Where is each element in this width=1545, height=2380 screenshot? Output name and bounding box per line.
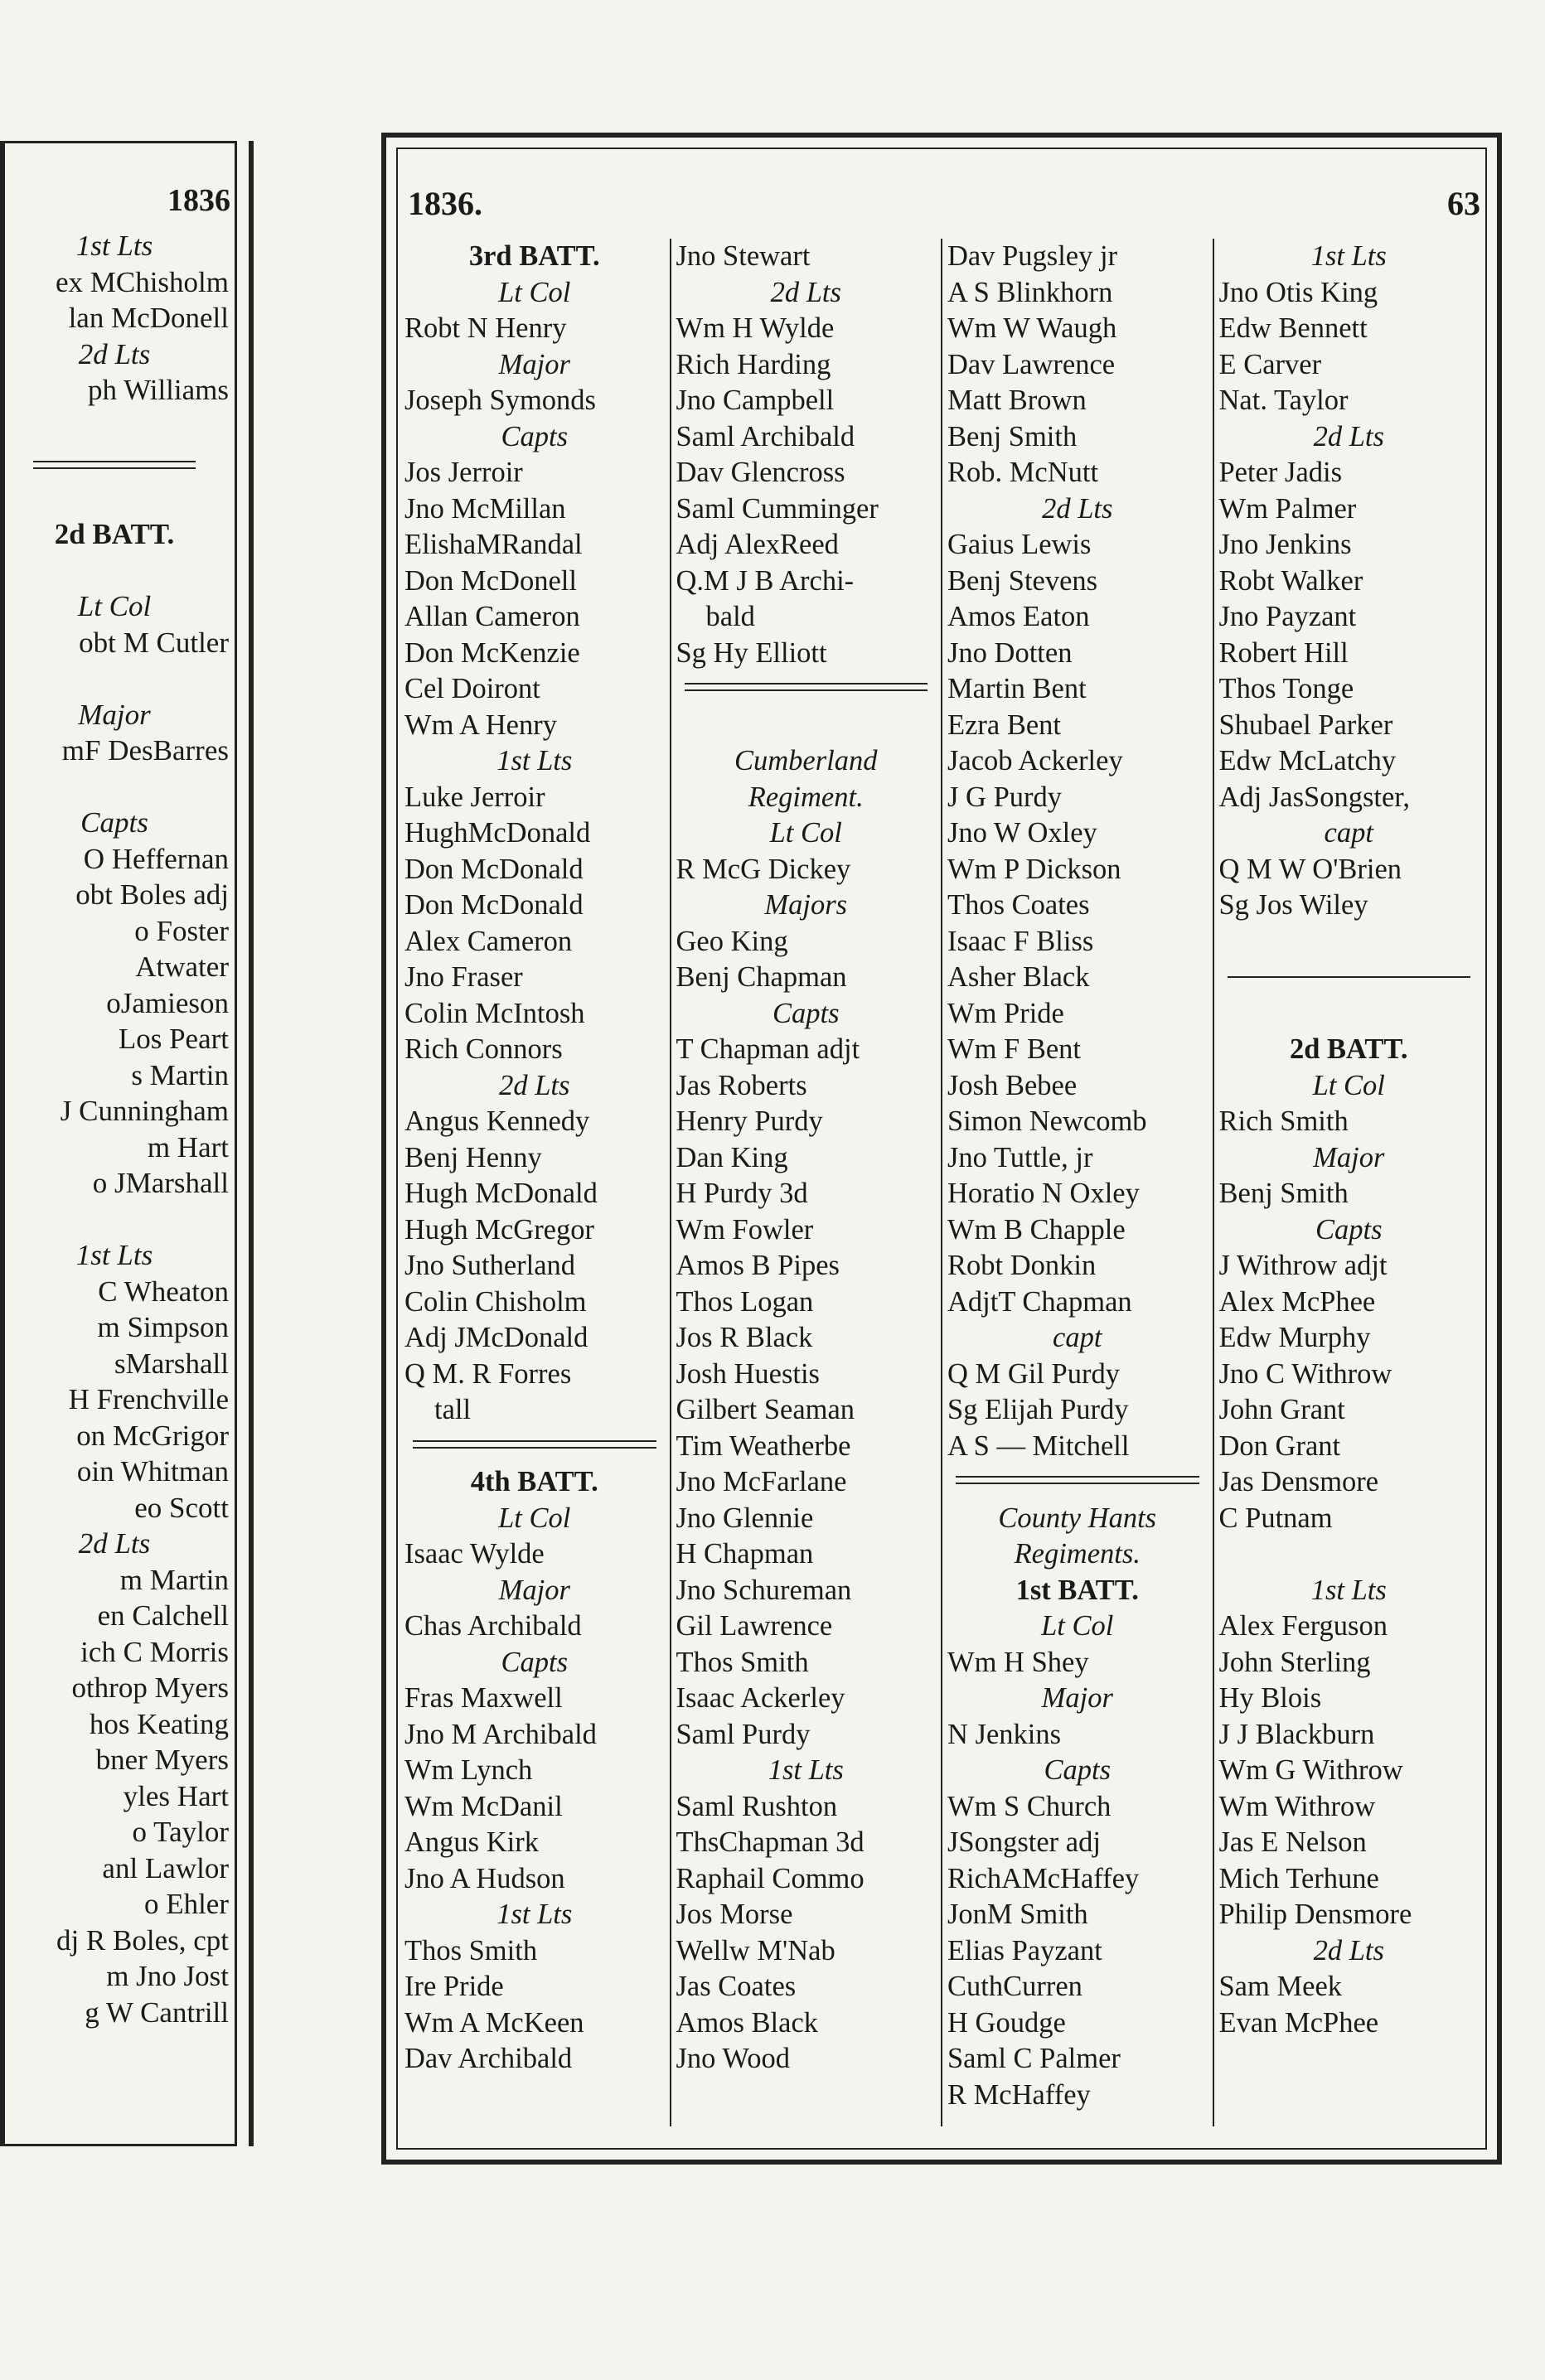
rank-heading: 1st Lts bbox=[768, 1754, 844, 1786]
officer-entry: Nat. Taylor bbox=[1218, 385, 1349, 416]
officer-entry: Jno Fraser bbox=[404, 961, 523, 993]
officer-entry: Jas Coates bbox=[676, 1971, 797, 2002]
officer-entry: John Sterling bbox=[1218, 1646, 1371, 1678]
blank-line bbox=[1219, 1536, 1480, 1573]
officer-entry: Wm A McKeen bbox=[404, 2006, 584, 2039]
register-page bbox=[381, 133, 1502, 2165]
section-divider bbox=[676, 671, 937, 708]
rank-heading: County Hants bbox=[998, 1502, 1157, 1534]
officer-entry: Don McDonell bbox=[404, 564, 577, 597]
officer-entry: AdjtT Chapman bbox=[947, 1285, 1132, 1318]
officer-entry: Jos Jerroir bbox=[404, 457, 523, 488]
officer-entry: Colin Chisholm bbox=[404, 1285, 587, 1318]
officer-entry: Isaac Ackerley bbox=[676, 1682, 845, 1714]
rank-heading: Capts bbox=[1044, 1754, 1112, 1786]
officer-entry: Amos Black bbox=[676, 2006, 819, 2039]
officer-entry: Edw Bennett bbox=[1218, 312, 1368, 344]
officer-entry: Wm W Waugh bbox=[947, 312, 1117, 344]
section-divider bbox=[947, 1464, 1208, 1501]
page-year: 1836. bbox=[408, 185, 482, 222]
officer-entry: yles Hart bbox=[123, 1779, 229, 1812]
officer-entry: Jno Sutherland bbox=[404, 1250, 576, 1281]
rank-heading: Capts bbox=[501, 1646, 569, 1678]
officer-entry: Sg Hy Elliott bbox=[676, 636, 827, 669]
rank-heading: Lt Col bbox=[498, 1502, 571, 1534]
officer-entry: Hugh McGregor bbox=[404, 1213, 594, 1246]
section-divider bbox=[1219, 960, 1480, 996]
rank-heading: Major bbox=[498, 348, 570, 380]
rank-heading: 1st Lts bbox=[75, 1239, 153, 1271]
officer-entry: bald bbox=[705, 601, 755, 632]
officer-entry: m Jno Jost bbox=[106, 1960, 229, 1992]
blank-line bbox=[1219, 924, 1480, 960]
officer-entry: oJamieson bbox=[106, 986, 229, 1019]
officer-entry: CuthCurren bbox=[947, 1971, 1082, 2002]
rank-heading: 2d Lts bbox=[499, 1069, 570, 1101]
rank-heading: Lt Col bbox=[769, 817, 842, 849]
officer-entry: Amos Eaton bbox=[947, 601, 1090, 632]
rank-heading: 1st Lts bbox=[75, 230, 153, 262]
left-page-column bbox=[0, 228, 229, 2030]
officer-entry: N Jenkins bbox=[947, 1718, 1062, 1750]
rank-heading: Capts bbox=[501, 420, 569, 452]
rank-heading: Lt Col bbox=[77, 590, 152, 622]
officer-entry: sMarshall bbox=[114, 1347, 229, 1380]
officer-entry: Alex Ferguson bbox=[1218, 1610, 1388, 1642]
officer-entry: Saml Purdy bbox=[676, 1718, 811, 1750]
officer-entry: R McG Dickey bbox=[676, 853, 851, 885]
officer-entry: Martin Bent bbox=[947, 673, 1087, 704]
officer-entry: Adj JMcDonald bbox=[404, 1322, 588, 1353]
blank-line bbox=[0, 1202, 229, 1238]
rank-heading: Lt Col bbox=[1312, 1069, 1385, 1101]
officer-entry: C Putnam bbox=[1218, 1502, 1333, 1534]
officer-entry: Jas Densmore bbox=[1218, 1466, 1379, 1497]
officer-entry: Hugh McDonald bbox=[404, 1178, 598, 1209]
section-divider bbox=[404, 1429, 665, 1465]
officer-entry: R McHaffey bbox=[947, 2078, 1091, 2111]
officer-entry: Los Peart bbox=[118, 1023, 229, 1055]
officer-entry: o JMarshall bbox=[92, 1167, 229, 1199]
officer-entry: Don McDonald bbox=[404, 889, 584, 921]
officer-entry: JSongster adj bbox=[947, 1826, 1101, 1858]
officer-entry: Jno Stewart bbox=[676, 240, 811, 272]
officer-entry: Jas E Nelson bbox=[1218, 1826, 1367, 1858]
officer-entry: Saml C Palmer bbox=[947, 2043, 1121, 2074]
rank-heading: Major bbox=[498, 1574, 570, 1606]
battalion-heading: 1st BATT. bbox=[1015, 1574, 1139, 1606]
rank-heading: capt bbox=[1324, 817, 1373, 849]
officer-entry: Q.M J B Archi- bbox=[676, 564, 855, 597]
officer-entry: Luke Jerroir bbox=[404, 781, 545, 813]
officer-entry: Atwater bbox=[135, 951, 229, 983]
officer-entry: Don Grant bbox=[1218, 1429, 1341, 1462]
officer-entry: Ire Pride bbox=[404, 1971, 504, 2002]
officer-entry: Colin McIntosh bbox=[404, 997, 585, 1029]
officer-entry: Allan Cameron bbox=[404, 601, 580, 632]
officer-entry: J Withrow adjt bbox=[1218, 1250, 1388, 1281]
officer-entry: Dav Glencross bbox=[676, 457, 845, 488]
officer-entry: A S Blinkhorn bbox=[947, 276, 1113, 308]
officer-entry: Jno McMillan bbox=[404, 492, 566, 525]
officer-entry: g W Cantrill bbox=[85, 1995, 229, 2029]
officer-entry: Wm A Henry bbox=[404, 709, 557, 741]
officer-entry: Benj Smith bbox=[1218, 1178, 1349, 1209]
left-page-year: 1836 bbox=[167, 183, 230, 218]
officer-entry: Wm Lynch bbox=[404, 1754, 533, 1786]
officer-entry: lan McDonell bbox=[68, 302, 229, 334]
officer-entry: Angus Kirk bbox=[404, 1826, 539, 1858]
officer-entry: Asher Black bbox=[947, 961, 1090, 993]
officer-entry: Alex Cameron bbox=[404, 925, 573, 957]
officer-entry: Sg Jos Wiley bbox=[1218, 889, 1368, 921]
officer-entry: Robt Walker bbox=[1218, 564, 1363, 597]
rank-heading: 2d Lts bbox=[770, 276, 841, 308]
officer-entry: Thos Tonge bbox=[1218, 673, 1354, 704]
officer-entry: Dav Archibald bbox=[404, 2043, 573, 2074]
officer-entry: Fras Maxwell bbox=[404, 1682, 563, 1714]
rank-heading: Regiment. bbox=[748, 781, 864, 813]
officer-entry: Philip Densmore bbox=[1218, 1899, 1412, 1930]
blank-line bbox=[0, 481, 229, 517]
officer-entry: Jno Schureman bbox=[676, 1574, 852, 1606]
officer-entry: Gil Lawrence bbox=[676, 1610, 833, 1642]
officer-entry: Jno Wood bbox=[676, 2043, 790, 2074]
officer-entry: Jno W Oxley bbox=[947, 817, 1097, 849]
officer-entry: ph Williams bbox=[87, 374, 229, 406]
officer-entry: Wm H Shey bbox=[947, 1646, 1089, 1678]
officer-entry: Wm P Dickson bbox=[947, 853, 1121, 885]
officer-entry: ich C Morris bbox=[80, 1635, 229, 1668]
officer-entry: Jno Campbell bbox=[676, 385, 835, 416]
officer-entry: hos Keating bbox=[89, 1707, 229, 1740]
officer-entry: m Hart bbox=[147, 1130, 229, 1163]
rank-heading: Capts bbox=[1315, 1213, 1383, 1246]
officer-entry: E Carver bbox=[1218, 348, 1322, 380]
officer-entry: Q M. R Forres bbox=[404, 1357, 572, 1390]
rank-heading: Capts bbox=[772, 997, 840, 1029]
officer-entry: Dan King bbox=[676, 1141, 788, 1173]
officer-entry: oin Whitman bbox=[76, 1455, 229, 1488]
column-2 bbox=[670, 239, 942, 2126]
officer-entry: Mich Terhune bbox=[1218, 1862, 1379, 1894]
officer-entry: Benj Smith bbox=[947, 420, 1078, 452]
officer-entry: anl Lawlor bbox=[102, 1851, 229, 1884]
officer-entry: Sg Elijah Purdy bbox=[947, 1394, 1129, 1425]
rank-heading: Cumberland bbox=[734, 745, 878, 776]
officer-entry: Wellw M'Nab bbox=[676, 1934, 835, 1966]
officer-entry: Amos B Pipes bbox=[676, 1250, 840, 1281]
officer-entry: Dav Lawrence bbox=[947, 348, 1116, 380]
officer-entry: Angus Kennedy bbox=[404, 1105, 590, 1137]
officer-entry: Q M Gil Purdy bbox=[947, 1357, 1120, 1390]
officer-entry: Wm Palmer bbox=[1218, 492, 1357, 525]
officer-entry: JonM Smith bbox=[947, 1899, 1088, 1930]
officer-entry: H Goudge bbox=[947, 2006, 1066, 2039]
officer-entry: Chas Archibald bbox=[404, 1610, 582, 1642]
officer-entry: HughMcDonald bbox=[404, 817, 591, 849]
officer-entry: Adj JasSongster, bbox=[1218, 781, 1411, 813]
officer-entry: Jno McFarlane bbox=[676, 1466, 847, 1497]
blank-line bbox=[676, 708, 937, 744]
rank-heading: 2d Lts bbox=[1042, 492, 1113, 525]
officer-entry: bner Myers bbox=[95, 1744, 229, 1776]
officer-entry: Gaius Lewis bbox=[947, 529, 1092, 560]
rank-heading: Major bbox=[78, 698, 151, 731]
officer-entry: Edw Murphy bbox=[1218, 1322, 1371, 1353]
battalion-heading: 4th BATT. bbox=[470, 1466, 598, 1497]
officer-entry: Jno A Hudson bbox=[404, 1862, 565, 1894]
left-page-fragment bbox=[0, 141, 254, 2146]
blank-line bbox=[0, 409, 229, 445]
officer-entry: J G Purdy bbox=[947, 781, 1063, 813]
column-1 bbox=[400, 239, 670, 2126]
officer-entry: Jno Otis King bbox=[1218, 276, 1378, 308]
officer-entry: m Martin bbox=[119, 1563, 229, 1596]
officer-entry: Peter Jadis bbox=[1218, 457, 1343, 488]
officer-entry: mF DesBarres bbox=[61, 734, 229, 767]
officer-entry: Raphail Commo bbox=[676, 1862, 865, 1894]
officer-entry: Robt Donkin bbox=[947, 1250, 1097, 1281]
rank-heading: 2d Lts bbox=[1313, 420, 1384, 452]
rank-heading: 2d Lts bbox=[78, 1527, 151, 1560]
officer-entry: Edw McLatchy bbox=[1218, 745, 1397, 776]
officer-entry: Wm G Withrow bbox=[1218, 1754, 1403, 1786]
officer-entry: Wm Pride bbox=[947, 997, 1064, 1029]
officer-entry: Thos Smith bbox=[676, 1646, 809, 1678]
officer-entry: Alex McPhee bbox=[1218, 1285, 1376, 1318]
officer-entry: Tim Weatherbe bbox=[676, 1429, 851, 1462]
officer-entry: Thos Logan bbox=[676, 1285, 814, 1318]
officer-entry: Jno Glennie bbox=[676, 1502, 814, 1534]
officer-entry: Josh Huestis bbox=[676, 1357, 820, 1390]
officer-entry: Saml Rushton bbox=[676, 1790, 838, 1822]
battalion-heading: 2d BATT. bbox=[1289, 1033, 1408, 1065]
officer-entry: obt M Cutler bbox=[79, 626, 229, 659]
officer-entry: Jos Morse bbox=[676, 1899, 793, 1930]
officer-entry: eo Scott bbox=[134, 1491, 229, 1524]
officer-entry: Wm H Wylde bbox=[676, 312, 835, 344]
officer-entry: Saml Cumminger bbox=[676, 492, 879, 525]
officer-entry: H Chapman bbox=[676, 1538, 814, 1570]
officer-entry: Thos Smith bbox=[404, 1934, 538, 1966]
officer-entry: Shubael Parker bbox=[1218, 709, 1393, 741]
officer-entry: Sam Meek bbox=[1218, 1971, 1343, 2002]
battalion-heading: 2d BATT. bbox=[54, 518, 175, 550]
officer-entry: Gilbert Seaman bbox=[676, 1394, 855, 1425]
officer-entry: Horatio N Oxley bbox=[947, 1178, 1140, 1209]
officer-entry: ElishaMRandal bbox=[404, 529, 583, 560]
officer-entry: m Simpson bbox=[97, 1311, 229, 1343]
rank-heading: Lt Col bbox=[1041, 1610, 1114, 1642]
officer-entry: Jno Jenkins bbox=[1218, 529, 1352, 560]
column-3 bbox=[941, 239, 1213, 2126]
officer-entry: Robt N Henry bbox=[404, 312, 567, 344]
officer-entry: Wm B Chapple bbox=[947, 1213, 1126, 1246]
rank-heading: Major bbox=[1041, 1682, 1113, 1714]
officer-entry: T Chapman adjt bbox=[676, 1033, 860, 1065]
rank-heading: 1st Lts bbox=[1310, 240, 1387, 272]
officer-entry: Wm S Church bbox=[947, 1790, 1112, 1822]
officer-entry: Don McDonald bbox=[404, 853, 584, 885]
column-4 bbox=[1213, 239, 1484, 2126]
officer-entry: en Calchell bbox=[97, 1599, 229, 1632]
officer-entry: Isaac Wylde bbox=[404, 1538, 545, 1570]
officer-entry: Henry Purdy bbox=[676, 1105, 823, 1137]
officer-entry: Q M W O'Brien bbox=[1218, 853, 1402, 885]
rank-heading: Majors bbox=[764, 889, 848, 921]
officer-entry: Jos R Black bbox=[676, 1322, 813, 1353]
rank-heading: 1st Lts bbox=[496, 1899, 573, 1930]
battalion-heading: 3rd BATT. bbox=[468, 240, 600, 272]
officer-entry: Thos Coates bbox=[947, 889, 1090, 921]
officer-entry: Benj Henny bbox=[404, 1141, 542, 1173]
officer-entry: J Cunningham bbox=[60, 1095, 229, 1127]
officer-entry: ThsChapman 3d bbox=[676, 1826, 865, 1858]
officer-entry: Joseph Symonds bbox=[404, 385, 596, 416]
officer-entry: H Purdy 3d bbox=[676, 1178, 808, 1209]
officer-entry: Cel Doiront bbox=[404, 673, 540, 704]
officer-entry: O Heffernan bbox=[83, 842, 229, 875]
rank-heading: capt bbox=[1053, 1322, 1102, 1353]
officer-entry: Benj Chapman bbox=[676, 961, 847, 993]
blank-line bbox=[0, 553, 229, 589]
officer-entry: Simon Newcomb bbox=[947, 1105, 1147, 1137]
officer-entry: s Martin bbox=[131, 1058, 229, 1091]
officer-entry: othrop Myers bbox=[71, 1671, 229, 1704]
officer-entry: Elias Payzant bbox=[947, 1934, 1102, 1966]
rank-heading: 2d Lts bbox=[1313, 1934, 1384, 1966]
page-number: 63 bbox=[1447, 185, 1480, 222]
officer-entry: Robert Hill bbox=[1218, 636, 1349, 669]
blank-line bbox=[1219, 996, 1480, 1033]
officer-entry: Jno Dotten bbox=[947, 636, 1073, 669]
officer-entry: on McGrigor bbox=[76, 1419, 229, 1452]
officer-entry: John Grant bbox=[1218, 1394, 1345, 1425]
officer-entry: dj R Boles, cpt bbox=[56, 1923, 229, 1957]
officer-entry: obt Boles adj bbox=[75, 878, 229, 911]
officer-entry: Matt Brown bbox=[947, 385, 1087, 416]
rank-heading: Lt Col bbox=[498, 276, 571, 308]
rank-heading: 1st Lts bbox=[1310, 1574, 1387, 1606]
officer-entry: Wm F Bent bbox=[947, 1033, 1081, 1065]
officer-entry: Jno C Withrow bbox=[1218, 1357, 1392, 1390]
officer-entry: ex MChisholm bbox=[55, 265, 229, 298]
officer-entry: Rob. McNutt bbox=[947, 457, 1099, 488]
officer-entry: A S — Mitchell bbox=[947, 1429, 1130, 1462]
officer-entry: C Wheaton bbox=[98, 1275, 229, 1308]
blank-line bbox=[0, 769, 229, 805]
officer-entry: H Frenchville bbox=[68, 1383, 229, 1415]
officer-entry: Wm Fowler bbox=[676, 1213, 814, 1246]
officer-entry: Jas Roberts bbox=[676, 1069, 807, 1101]
officer-entry: o Taylor bbox=[132, 1816, 229, 1848]
officer-entry: Josh Bebee bbox=[947, 1069, 1078, 1101]
officer-entry: Jno M Archibald bbox=[404, 1718, 597, 1750]
officer-entry: Hy Blois bbox=[1218, 1682, 1322, 1714]
officer-entry: Rich Harding bbox=[676, 348, 831, 380]
officer-entry: Evan McPhee bbox=[1218, 2006, 1379, 2039]
officer-entry: Jacob Ackerley bbox=[947, 745, 1123, 776]
officer-entry: Don McKenzie bbox=[404, 636, 580, 669]
rank-heading: 1st Lts bbox=[496, 745, 573, 776]
rank-heading: 2d Lts bbox=[78, 337, 151, 370]
officer-entry: Wm McDanil bbox=[404, 1790, 563, 1822]
columns bbox=[400, 239, 1484, 2126]
officer-entry: Isaac F Bliss bbox=[947, 925, 1094, 957]
officer-entry: Jno Payzant bbox=[1218, 601, 1357, 632]
officer-entry: Adj AlexReed bbox=[676, 529, 839, 560]
officer-entry: Benj Stevens bbox=[947, 564, 1098, 597]
section-divider bbox=[0, 444, 229, 481]
officer-entry: o Ehler bbox=[143, 1888, 229, 1920]
officer-entry: Jno Tuttle, jr bbox=[947, 1141, 1093, 1173]
officer-entry: RichAMcHaffey bbox=[947, 1862, 1140, 1894]
officer-entry: J J Blackburn bbox=[1218, 1718, 1375, 1750]
officer-entry: Ezra Bent bbox=[947, 709, 1061, 741]
officer-entry: Geo King bbox=[676, 925, 788, 957]
officer-entry: Saml Archibald bbox=[676, 420, 855, 452]
rank-heading: Major bbox=[1313, 1141, 1385, 1173]
rank-heading: Regiments. bbox=[1014, 1538, 1141, 1570]
rank-heading: Capts bbox=[80, 806, 148, 839]
officer-entry: Wm Withrow bbox=[1218, 1790, 1376, 1822]
officer-entry: Dav Pugsley jr bbox=[947, 240, 1118, 272]
officer-entry: o Foster bbox=[134, 914, 229, 947]
officer-entry: tall bbox=[434, 1394, 472, 1425]
blank-line bbox=[0, 660, 229, 697]
officer-entry: Rich Smith bbox=[1218, 1105, 1349, 1137]
officer-entry: Rich Connors bbox=[404, 1033, 563, 1065]
